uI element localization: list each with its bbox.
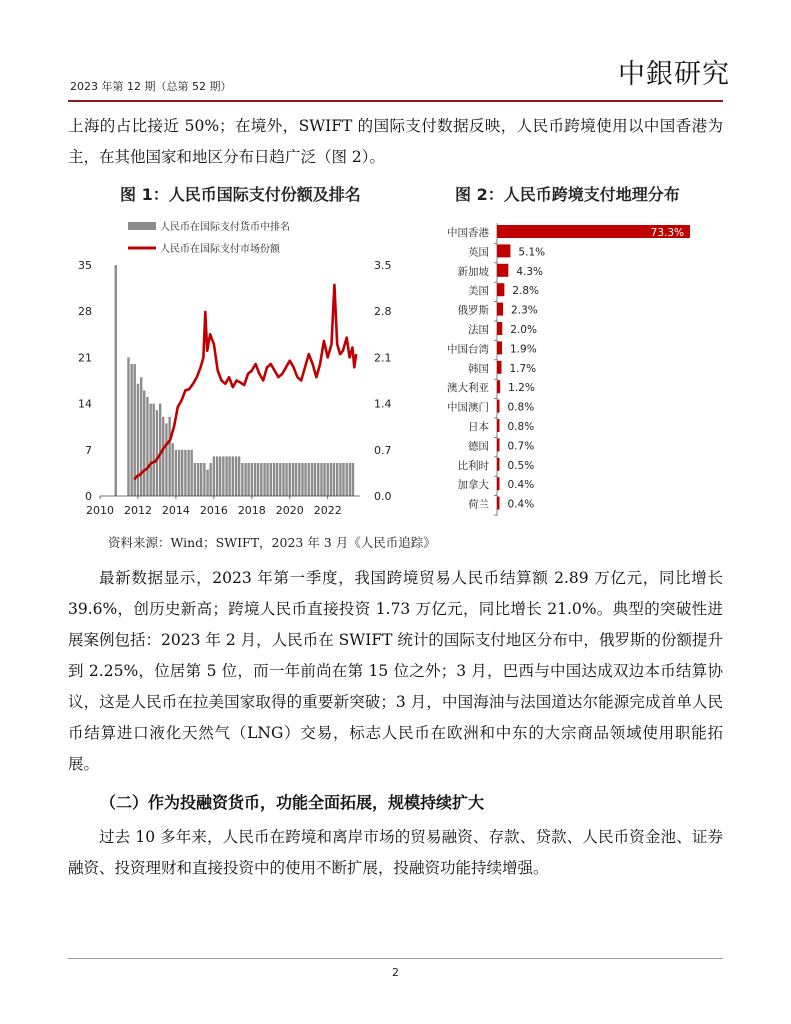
rank-bar bbox=[298, 463, 300, 496]
y-right-tick-label: 3.5 bbox=[374, 259, 392, 272]
category-label: 荷兰 bbox=[468, 498, 489, 511]
issue-label: 2023 年第 12 期（总第 52 期） bbox=[70, 80, 232, 93]
page-number: 2 bbox=[392, 966, 399, 979]
rank-bar bbox=[311, 463, 313, 496]
category-label: 德国 bbox=[468, 440, 489, 453]
value-label: 2.3% bbox=[511, 304, 538, 317]
rank-bar bbox=[235, 456, 237, 496]
figure1-legend bbox=[128, 220, 290, 255]
value-label: 0.4% bbox=[507, 479, 535, 492]
intro-paragraph: 上海的占比接近 50%；在境外，SWIFT 的国际支付数据反映，人民币跨境使用以中国香港为主，在其他国家和地区分布日趋广泛（图 2）。 bbox=[68, 117, 723, 166]
rank-bar bbox=[251, 463, 253, 496]
legend-label-share: 人民币在国际支付市场份额 bbox=[160, 244, 280, 255]
rank-bar bbox=[254, 463, 256, 496]
rank-bar bbox=[327, 463, 329, 496]
rank-bar bbox=[178, 450, 180, 496]
y-left-tick-label: 28 bbox=[78, 305, 92, 319]
rank-bar bbox=[317, 463, 319, 496]
rank-bar bbox=[216, 456, 218, 496]
region-bar bbox=[497, 283, 504, 296]
rank-bar bbox=[181, 450, 183, 496]
rank-bar bbox=[241, 463, 243, 496]
value-label: 0.8% bbox=[507, 401, 535, 414]
region-bar-series bbox=[447, 223, 690, 516]
rank-bar bbox=[137, 384, 139, 496]
body-paragraph-2: 过去 10 多年来，人民币在跨境和离岸市场的贸易融资、存款、贷款、人民币资金池、证券融资、投资理财和直接投资中的使用不断扩展，投融资功能持续增强。 bbox=[68, 828, 723, 877]
rank-bar bbox=[143, 390, 145, 496]
x-tick-label: 2020 bbox=[275, 504, 304, 517]
y-left-tick-label: 35 bbox=[78, 259, 92, 272]
rank-bar bbox=[282, 463, 284, 496]
rank-bar bbox=[165, 423, 167, 496]
x-tick-label: 2016 bbox=[199, 504, 228, 517]
legend-label-rank: 人民币在国际支付货币中排名 bbox=[160, 222, 290, 233]
rank-bar bbox=[289, 463, 291, 496]
value-label: 1.9% bbox=[510, 343, 537, 356]
value-label: 2.8% bbox=[512, 285, 540, 298]
rank-bar bbox=[197, 463, 199, 496]
rank-bar bbox=[209, 463, 211, 496]
rank-bar bbox=[200, 463, 202, 496]
rank-bar bbox=[187, 450, 189, 496]
rank-bar bbox=[222, 456, 224, 496]
category-label: 新加坡 bbox=[457, 265, 489, 278]
rank-bar bbox=[232, 456, 234, 496]
rank-bar bbox=[292, 463, 294, 496]
category-label: 韩国 bbox=[468, 362, 489, 375]
category-label: 日本 bbox=[468, 421, 489, 433]
y-right-tick-label: 2.8 bbox=[374, 305, 392, 319]
rank-bar-series bbox=[115, 265, 355, 496]
rank-bar bbox=[285, 463, 287, 496]
rank-bar bbox=[225, 456, 227, 496]
rank-bar bbox=[184, 450, 186, 496]
rank-bar bbox=[162, 417, 164, 496]
figure2-chart bbox=[425, 222, 725, 522]
category-label: 比利时 bbox=[457, 459, 489, 472]
category-label: 中国香港 bbox=[447, 227, 489, 239]
x-tick-label: 2010 bbox=[86, 504, 114, 517]
rank-bar bbox=[194, 463, 196, 496]
section-heading: （二）作为投融资货币，功能全面拓展，规模持续扩大 bbox=[100, 793, 485, 812]
rank-bar bbox=[171, 443, 173, 496]
y-left-tick-label: 14 bbox=[78, 397, 92, 411]
value-label: 5.1% bbox=[518, 246, 546, 259]
figure1-title: 图 1：人民币国际支付份额及排名 bbox=[120, 185, 361, 204]
value-label: 0.8% bbox=[507, 421, 535, 433]
rank-bar bbox=[140, 377, 142, 496]
header-divider bbox=[68, 100, 723, 102]
value-label: 73.3% bbox=[650, 227, 684, 239]
value-label: 0.5% bbox=[507, 459, 535, 472]
rank-bar bbox=[153, 404, 155, 496]
figure1-chart bbox=[70, 212, 425, 524]
category-label: 加拿大 bbox=[457, 479, 489, 492]
rank-bar bbox=[228, 456, 230, 496]
rank-bar bbox=[342, 463, 344, 496]
x-tick-label: 2014 bbox=[161, 504, 190, 517]
body-paragraph-1: 最新数据显示，2023 年第一季度，我国跨境贸易人民币结算额 2.89 万亿元，同比增长 39.6%，创历史新高；跨境人民币直接投资 1.73 万亿元，同比增长 21.0%。典型的突破性进展案例包括：2023 年 2 月，人民币在 SWIFT 统计的国际支付地区分布中，俄罗斯的份额提升到 2.25%，位居第 5 位，而一年前尚在第 15 位之外；3 月，巴西与中国达成双边本币结算协议，这是人民币在拉美国家取得的重要新突破；3 月，中国海油与法国道达尔能源完成首单人民币结算进口液化天然气（LNG）交易，标志人民币在欧洲和中东的大宗商品领域使用职能拓展。 bbox=[68, 569, 723, 773]
rank-bar bbox=[213, 456, 215, 496]
value-label: 1.7% bbox=[509, 362, 537, 375]
region-bar bbox=[497, 438, 500, 451]
category-label: 英国 bbox=[468, 246, 489, 259]
value-label: 1.2% bbox=[508, 382, 535, 395]
category-label: 法国 bbox=[468, 324, 489, 336]
rank-bar bbox=[266, 463, 268, 496]
x-tick-label: 2022 bbox=[313, 504, 342, 517]
y-right-tick-label: 1.4 bbox=[374, 397, 392, 411]
brand-logo: 中銀研究 bbox=[618, 59, 730, 90]
category-label: 俄罗斯 bbox=[457, 304, 489, 317]
category-label: 中国台湾 bbox=[447, 343, 489, 356]
category-label: 澳大利亚 bbox=[447, 382, 489, 395]
rank-bar bbox=[339, 463, 341, 496]
rank-bar bbox=[352, 463, 354, 496]
category-label: 中国澳门 bbox=[447, 401, 489, 414]
rank-bar bbox=[238, 456, 240, 496]
rank-bar bbox=[247, 463, 249, 496]
y-right-tick-label: 2.1 bbox=[374, 351, 392, 365]
rank-bar bbox=[346, 463, 348, 496]
category-label: 美国 bbox=[468, 285, 489, 298]
x-tick-label: 2012 bbox=[123, 504, 152, 517]
rank-bar bbox=[175, 450, 177, 496]
rank-bar bbox=[149, 404, 151, 496]
value-label: 0.7% bbox=[507, 440, 535, 453]
region-bar bbox=[497, 477, 500, 490]
rank-bar bbox=[115, 265, 117, 496]
figure2-title: 图 2：人民币跨境支付地理分布 bbox=[455, 185, 680, 204]
region-bar bbox=[497, 361, 501, 374]
region-bar bbox=[497, 322, 502, 335]
rank-bar bbox=[206, 470, 208, 496]
y-right-tick-label: 0.7 bbox=[374, 443, 392, 457]
rank-bar bbox=[308, 463, 310, 496]
region-bar bbox=[497, 303, 503, 316]
y-right-tick-label: 0.0 bbox=[374, 490, 392, 503]
rank-bar bbox=[301, 463, 303, 496]
rank-bar bbox=[304, 463, 306, 496]
value-label: 4.3% bbox=[516, 265, 544, 278]
rank-bar bbox=[127, 357, 129, 496]
y-left-tick-label: 21 bbox=[78, 351, 92, 365]
value-label: 2.0% bbox=[510, 324, 537, 336]
rank-bar bbox=[190, 450, 192, 496]
region-bar bbox=[497, 419, 500, 432]
rank-bar bbox=[260, 463, 262, 496]
region-bar bbox=[497, 264, 508, 277]
y-left-tick-label: 0 bbox=[85, 490, 92, 503]
rank-bar bbox=[276, 463, 278, 496]
footer-divider bbox=[68, 958, 723, 959]
rank-bar bbox=[168, 417, 170, 496]
y-left-tick-label: 7 bbox=[85, 443, 92, 457]
rank-bar bbox=[146, 397, 148, 496]
legend-swatch-rank bbox=[128, 222, 156, 230]
rank-bar bbox=[244, 463, 246, 496]
rank-bar bbox=[273, 463, 275, 496]
region-bar bbox=[497, 497, 500, 510]
region-bar bbox=[497, 400, 500, 413]
rank-bar bbox=[257, 463, 259, 496]
region-bar bbox=[497, 341, 502, 354]
rank-bar bbox=[263, 463, 265, 496]
region-bar bbox=[497, 380, 500, 393]
rank-bar bbox=[320, 463, 322, 496]
x-tick-label: 2018 bbox=[237, 504, 266, 517]
rank-bar bbox=[279, 463, 281, 496]
rank-bar bbox=[314, 463, 316, 496]
rank-bar bbox=[336, 463, 338, 496]
rank-bar bbox=[349, 463, 351, 496]
figure-source: 资料来源：Wind；SWIFT，2023 年 3 月《人民币追踪》 bbox=[108, 535, 436, 550]
rank-bar bbox=[333, 463, 335, 496]
rank-bar bbox=[219, 456, 221, 496]
rank-bar bbox=[323, 463, 325, 496]
rank-bar bbox=[330, 463, 332, 496]
rank-bar bbox=[159, 404, 161, 496]
region-bar bbox=[497, 458, 500, 471]
rank-bar bbox=[203, 463, 205, 496]
rank-bar bbox=[156, 410, 158, 496]
rank-bar bbox=[270, 463, 272, 496]
value-label: 0.4% bbox=[507, 498, 535, 511]
rank-bar bbox=[295, 463, 297, 496]
region-bar bbox=[497, 244, 510, 257]
rank-bar bbox=[130, 364, 132, 496]
